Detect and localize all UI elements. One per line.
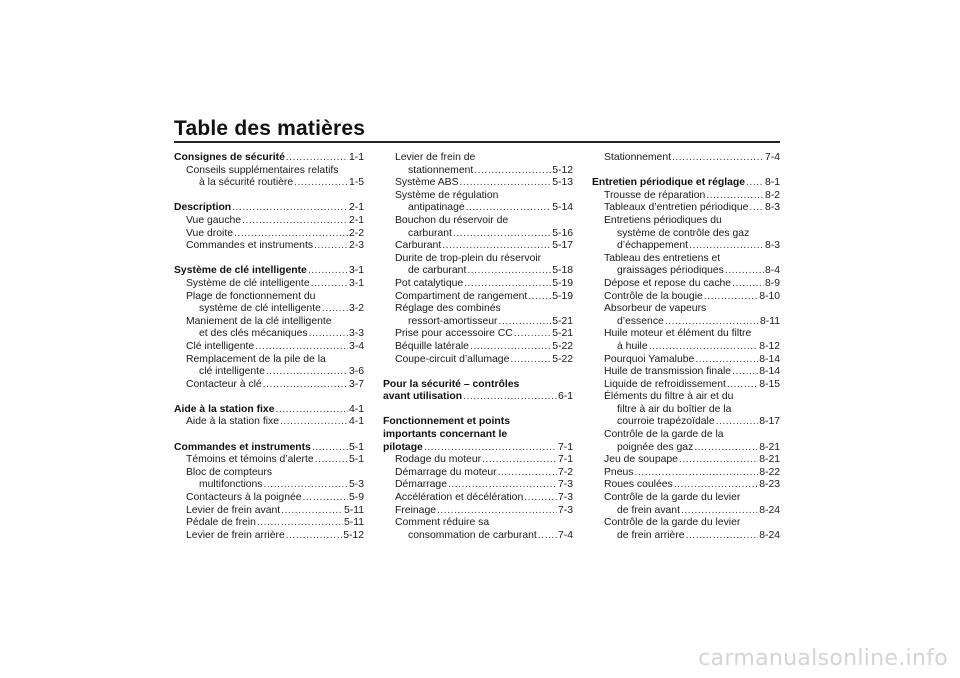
toc-entry-levier-arriere[interactable]: Levier de frein arrière ..... 5-12	[174, 530, 364, 543]
toc-entry-entretien[interactable]: Entretien périodique et réglage ..... 8-1	[592, 177, 780, 190]
toc-entry-garde-poignee-line1[interactable]: Contrôle de la garde de la	[604, 429, 724, 441]
toc-entry-plage[interactable]: système de clé intelligente ..... 3-2	[174, 303, 364, 316]
toc-entry-systeme-cle[interactable]: Système de clé intelligente ..... 3-1	[174, 265, 364, 278]
toc-entry-pedale[interactable]: Pédale de frein ..... 5-11	[174, 517, 364, 530]
toc-entry-bouchon[interactable]: carburant ..... 5-16	[383, 228, 573, 241]
toc-entry-entretiens-gaz-line2[interactable]: système de contrôle des gaz	[617, 227, 750, 239]
watermark: carmanualsonline.info	[698, 646, 948, 671]
toc-entry-remplacement[interactable]: clé intelligente ..... 3-6	[174, 366, 364, 379]
toc-entry-vue-gauche[interactable]: Vue gauche ..... 2-1	[174, 215, 364, 228]
toc-entry-tableau-graissages[interactable]: graissages périodiques ..... 8-4	[592, 265, 780, 278]
toc-entry-contacteurs-poignee[interactable]: Contacteurs à la poignée ..... 5-9	[174, 492, 364, 505]
toc-entry-demarrage[interactable]: Démarrage ..... 7-3	[383, 479, 573, 492]
page-title: Table des matières	[174, 117, 366, 140]
toc-entry-carburant[interactable]: Carburant ..... 5-17	[383, 240, 573, 253]
toc-entry-pneus[interactable]: Pneus ..... 8-22	[592, 467, 780, 480]
toc-entry-pot[interactable]: Pot catalytique ..... 5-19	[383, 278, 573, 291]
toc-entry-absorbeur[interactable]: d’essence ..... 8-11	[592, 316, 780, 329]
toc-entry-roues[interactable]: Roues coulées ..... 8-23	[592, 479, 780, 492]
toc-entry-securite-line1[interactable]: Pour la sécurité – contrôles	[383, 378, 520, 390]
toc-entry-levier-avant-line1[interactable]: Contrôle de la garde du levier	[604, 492, 741, 504]
toc-entry-garde-levier-avant[interactable]: de frein avant ..... 8-24	[592, 505, 780, 518]
toc-entry-contacteur-cle[interactable]: Contacteur à clé ..... 3-7	[174, 379, 364, 392]
toc-entry-garde-levier-arriere[interactable]: de frein arrière ..... 8-24	[592, 530, 780, 543]
toc-entry-garde-poignee[interactable]: poignée des gaz ..... 8-21	[592, 442, 780, 455]
toc-entry-yamalube[interactable]: Pourquoi Yamalube ..... 8-14	[592, 354, 780, 367]
toc-entry-reglage-line1[interactable]: Réglage des combinés	[395, 303, 501, 315]
toc-entry-levier-stationnement-line1[interactable]: Levier de frein de	[395, 152, 476, 163]
toc-entry-commandes[interactable]: Commandes et instruments ..... 5-1	[174, 442, 364, 455]
toc-entry-tableau-graissages-line1[interactable]: Tableau des entretiens et	[604, 252, 721, 264]
toc-entry-bouchon-line1[interactable]: Bouchon du réservoir de	[395, 214, 509, 226]
toc-entry-freinage[interactable]: Freinage ..... 7-3	[383, 505, 573, 518]
toc-entry-filtre-air-line1[interactable]: Éléments du filtre à air et du	[604, 391, 734, 403]
toc-column-2	[383, 152, 573, 542]
toc-entry-absorbeur-line1[interactable]: Absorbeur de vapeurs	[604, 303, 707, 315]
toc-entry-bequille[interactable]: Béquille latérale ..... 5-22	[383, 341, 573, 354]
toc-entry-stationnement[interactable]: Stationnement ..... 7-4	[592, 152, 780, 165]
toc-entry-entretiens-gaz[interactable]: d’échappement ..... 8-3	[592, 240, 780, 253]
toc-entry-aide-sub[interactable]: Aide à la station fixe ..... 4-1	[174, 416, 364, 429]
toc-entry-levier-avant[interactable]: Levier de frein avant ..... 5-11	[174, 505, 364, 518]
toc-entry-levier-stationnement[interactable]: stationnement ..... 5-12	[383, 165, 573, 178]
toc-entry-coupe-circuit[interactable]: Coupe-circuit d’allumage ..... 5-22	[383, 354, 573, 367]
toc-entry-fonctionnement[interactable]: pilotage ..... 7-1	[383, 442, 573, 455]
toc-entry-bloc-line1[interactable]: Bloc de compteurs	[186, 466, 273, 478]
toc-column-1	[174, 152, 364, 542]
toc-entry-securite[interactable]: avant utilisation ..... 6-1	[383, 391, 573, 404]
toc-entry-commandes-instruments-2[interactable]: Commandes et instruments ..... 2-3	[174, 240, 364, 253]
toc-entry-cle-intelligente[interactable]: Clé intelligente ..... 3-4	[174, 341, 364, 354]
title-rule	[174, 141, 780, 143]
toc-entry-levier-arriere-line1[interactable]: Contrôle de la garde du levier	[604, 517, 741, 529]
toc-entry-description[interactable]: Description ..... 2-1	[174, 202, 364, 215]
toc-entry-entretiens-gaz-line1[interactable]: Entretiens périodiques du	[604, 214, 722, 226]
toc-column-3	[592, 152, 780, 542]
toc-entry-demarrage-moteur[interactable]: Démarrage du moteur ..... 7-2	[383, 467, 573, 480]
toc-entry-huile-moteur[interactable]: à huile ..... 8-12	[592, 341, 780, 354]
toc-entry-regulation-line1[interactable]: Système de régulation	[395, 189, 499, 201]
toc-entry-vue-droite[interactable]: Vue droite ..... 2-2	[174, 228, 364, 241]
toc-entry-plage-line1[interactable]: Plage de fonctionnement du	[186, 290, 316, 302]
toc-entry-transmission[interactable]: Huile de transmission finale ..... 8-14	[592, 366, 780, 379]
toc-entry-cache[interactable]: Dépose et repose du cache ..... 8-9	[592, 278, 780, 291]
toc-entry-bloc[interactable]: multifonctions ..... 5-3	[174, 479, 364, 492]
toc-entry-temoins[interactable]: Témoins et témoins d’alerte ..... 5-1	[174, 454, 364, 467]
toc-entry-reduire-line1[interactable]: Comment réduire sa	[395, 517, 490, 529]
toc-entry-fonctionnement-line1[interactable]: Fonctionnement et points	[383, 416, 510, 428]
toc-entry-reduire[interactable]: consommation de carburant ..... 7-4	[383, 530, 573, 543]
toc-entry-maniement[interactable]: et des clés mécaniques ..... 3-3	[174, 328, 364, 341]
toc-entry-huile-moteur-line1[interactable]: Huile moteur et élément du filtre	[604, 328, 752, 340]
toc-entry-filtre-air[interactable]: courroie trapézoïdale ..... 8-17	[592, 416, 780, 429]
toc-entry-soupape[interactable]: Jeu de soupape ..... 8-21	[592, 454, 780, 467]
toc-entry-reglage[interactable]: ressort-amortisseur ..... 5-21	[383, 316, 573, 329]
toc-entry-consignes[interactable]: Consignes de sécurité ..... 1-1	[174, 152, 364, 165]
toc-entry-bougie[interactable]: Contrôle de la bougie ..... 8-10	[592, 291, 780, 304]
toc-entry-aide[interactable]: Aide à la station fixe ..... 4-1	[174, 404, 364, 417]
toc-entry-acceleration[interactable]: Accélération et décélération ..... 7-3	[383, 492, 573, 505]
toc-entry-rodage[interactable]: Rodage du moteur ..... 7-1	[383, 454, 573, 467]
toc-entry-trousse[interactable]: Trousse de réparation ..... 8-2	[592, 190, 780, 203]
toc-entry-refroidissement[interactable]: Liquide de refroidissement ..... 8-15	[592, 379, 780, 392]
toc-entry-tableaux[interactable]: Tableaux d’entretien périodique ..... 8-3	[592, 202, 780, 215]
toc-entry-durite[interactable]: de carburant ..... 5-18	[383, 265, 573, 278]
toc-entry-filtre-air-line2[interactable]: filtre à air du boîtier de la	[617, 403, 732, 415]
toc-entry-fonctionnement-line2[interactable]: importants concernant le	[383, 429, 508, 441]
toc-entry-maniement-line1[interactable]: Maniement de la clé intelligente	[186, 315, 332, 327]
toc-entry-durite-line1[interactable]: Durite de trop-plein du réservoir	[395, 252, 542, 264]
toc-entry-remplacement-line1[interactable]: Remplacement de la pile de la	[186, 353, 326, 365]
toc-entry-compartiment[interactable]: Compartiment de rangement ..... 5-19	[383, 291, 573, 304]
toc-entry-regulation[interactable]: antipatinage ..... 5-14	[383, 202, 573, 215]
toc-entry-conseils-line1[interactable]: Conseils supplémentaires relatifs	[186, 164, 339, 176]
toc-entry-abs[interactable]: Système ABS ..... 5-13	[383, 177, 573, 190]
toc-entry-conseils[interactable]: à la sécurité routière ..... 1-5	[174, 177, 364, 190]
toc-entry-systeme-cle-sub[interactable]: Système de clé intelligente ..... 3-1	[174, 278, 364, 291]
toc-entry-prise[interactable]: Prise pour accessoire CC ..... 5-21	[383, 328, 573, 341]
